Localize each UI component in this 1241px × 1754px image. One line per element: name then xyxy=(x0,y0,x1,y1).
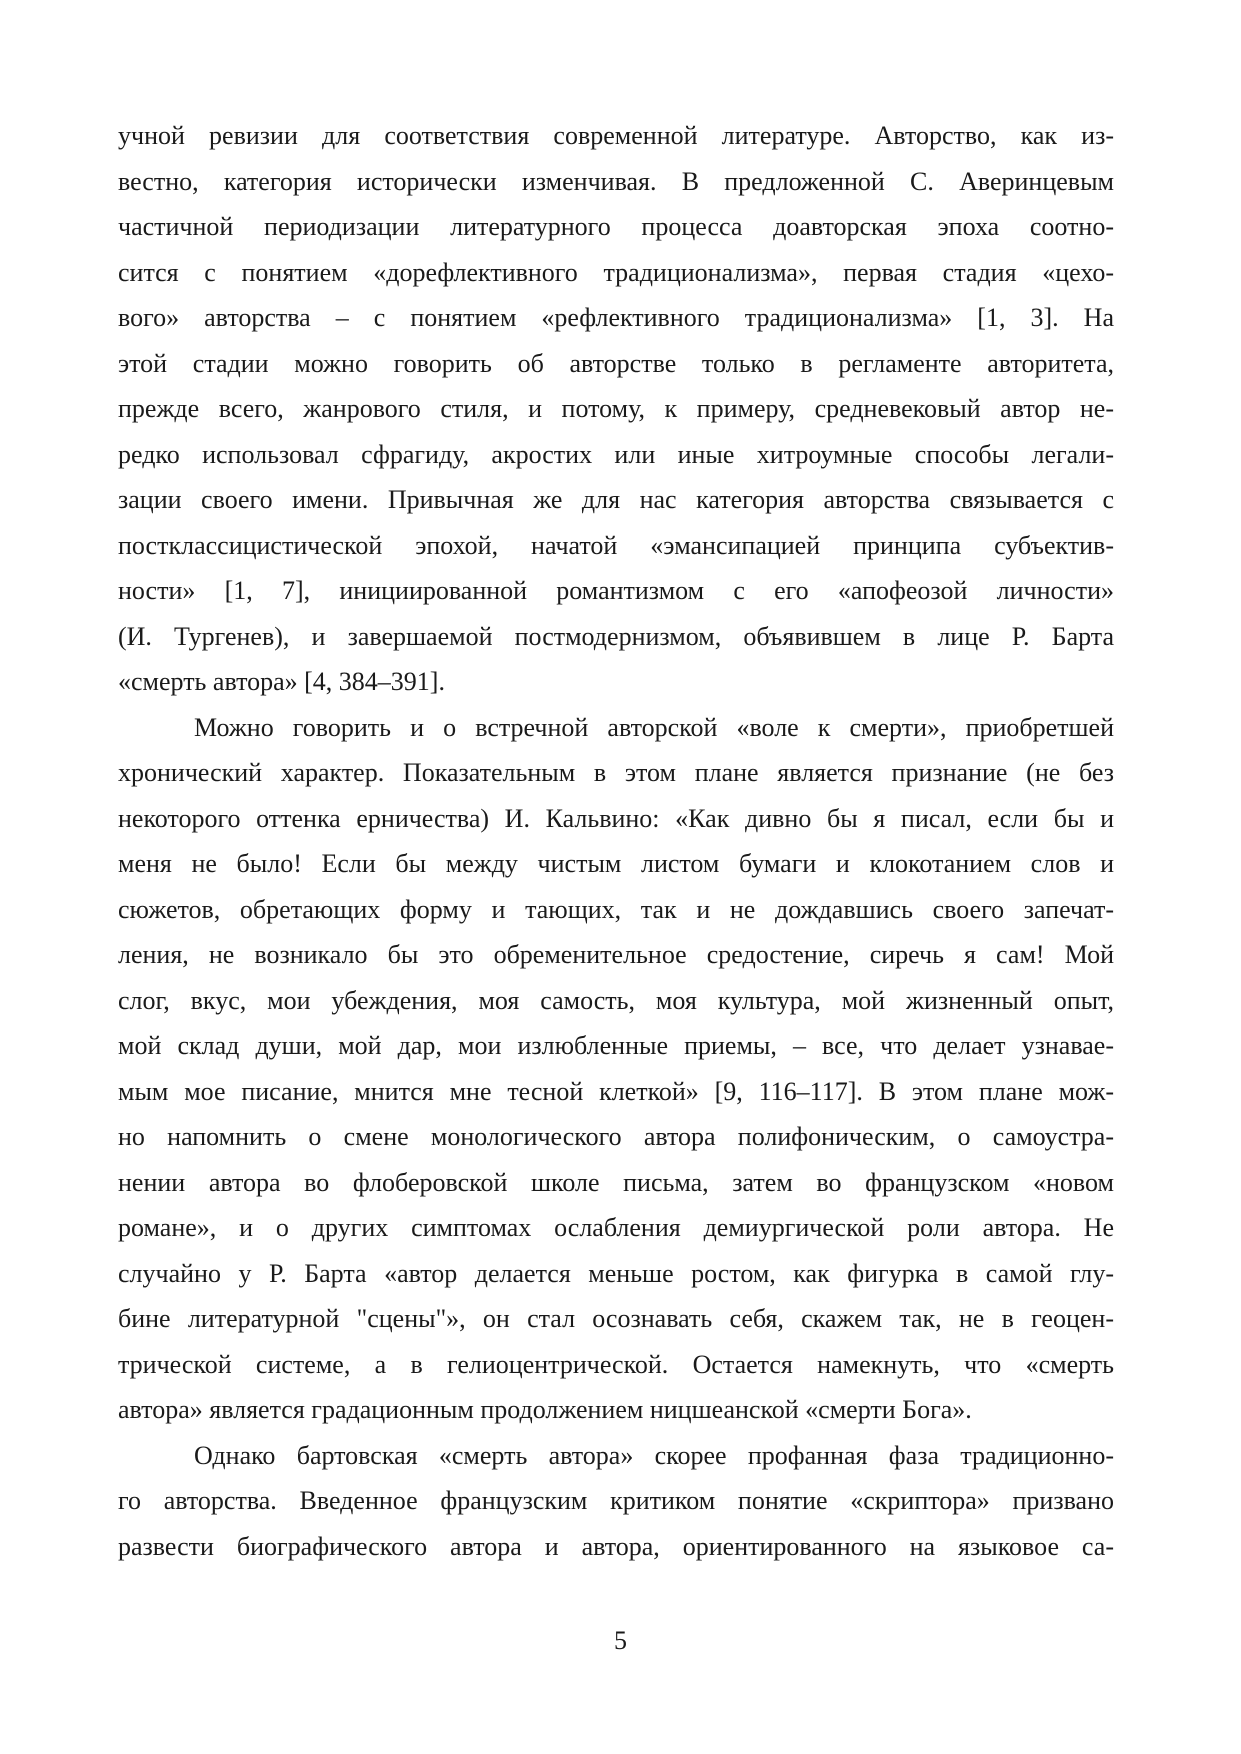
text-line: зации своего имени. Привычная же для нас категория авторства связывается с xyxy=(118,485,1114,514)
paragraph-1 xyxy=(118,113,1114,705)
text-line: сится с понятием «дорефлективного традиционализма», первая стадия «цехо- xyxy=(118,257,1114,287)
text-line: прежде всего, жанрового стиля, и потому, к примеру, средневековый автор не- xyxy=(118,394,1114,423)
text-line: этой стадии можно говорить об авторстве только в регламенте авторитета, xyxy=(118,348,1114,378)
page-number: 5 xyxy=(614,1626,627,1655)
text-line: Однако бартовская «смерть автора» скорее профанная фаза традиционно- xyxy=(194,1440,1114,1470)
text-line: хронический характер. Показательным в этом плане является признание (не без xyxy=(118,758,1114,787)
text-line: Можно говорить и о встречной авторской «воле к смерти», приобретшей xyxy=(194,712,1114,742)
text-line: мым мое писание, мнится мне тесной клеткой» [9, 116–117]. В этом плане мож- xyxy=(118,1076,1114,1106)
text-line: го авторства. Введенное французским критиком понятие «скриптора» призвано xyxy=(118,1486,1114,1515)
text-line: вого» авторства – с понятием «рефлективного традиционализма» [1, 3]. На xyxy=(118,303,1114,332)
body-text xyxy=(118,113,1114,1569)
text-line: вестно, категория исторически изменчивая. В предложенной С. Аверинцевым xyxy=(118,166,1114,196)
text-line: трической системе, а в гелиоцентрической. Остается намекнуть, что «смерть xyxy=(118,1349,1114,1379)
text-line: нении автора во флоберовской школе письма, затем во французском «новом xyxy=(118,1167,1114,1197)
text-line: автора» является градационным продолжением ницшеанской «смерти Бога». xyxy=(118,1395,972,1424)
text-line: бине литературной "сцены"», он стал осознавать себя, скажем так, не в геоцен- xyxy=(118,1304,1114,1333)
text-line: некоторого оттенка ерничества) И. Кальвино: «Как дивно бы я писал, если бы и xyxy=(118,803,1114,833)
text-line: мой склад души, мой дар, мои излюбленные приемы, – все, что делает узнавае- xyxy=(118,1031,1114,1060)
text-line: ления, не возникало бы это обременительное средостение, сиречь я сам! Мой xyxy=(118,940,1114,969)
text-line: частичной периодизации литературного процесса доавторская эпоха соотно- xyxy=(118,212,1114,241)
text-line: ности» [1, 7], инициированной романтизмом с его «апофеозой личности» xyxy=(118,576,1114,605)
text-line: случайно у Р. Барта «автор делается меньше ростом, как фигурка в самой глу- xyxy=(118,1258,1114,1288)
text-line: развести биографического автора и автора, ориентированного на языковое са- xyxy=(118,1531,1114,1561)
paragraph-2 xyxy=(118,705,1114,1433)
text-line: слог, вкус, мои убеждения, моя самость, моя культура, мой жизненный опыт, xyxy=(118,985,1114,1015)
text-line: меня не было! Если бы между чистым листом бумаги и клокотанием слов и xyxy=(118,849,1114,878)
text-line: сюжетов, обретающих форму и тающих, так и не дождавшись своего запечат- xyxy=(118,894,1114,924)
text-line: «смерть автора» [4, 384–391]. xyxy=(118,667,445,696)
text-line: романе», и о других симптомах ослабления демиургической роли автора. Не xyxy=(118,1213,1114,1242)
text-line: но напомнить о смене монологического автора полифоническим, о самоустра- xyxy=(118,1122,1114,1151)
text-line: редко использовал сфрагиду, акростих или иные хитроумные способы легали- xyxy=(118,439,1114,469)
text-line: учной ревизии для соответствия современной литературе. Авторство, как из- xyxy=(118,121,1114,150)
text-line: (И. Тургенев), и завершаемой постмодернизмом, объявившем в лице Р. Барта xyxy=(118,621,1114,651)
paragraph-3 xyxy=(118,1433,1114,1570)
text-line: постклассицистической эпохой, начатой «эмансипацией принципа субъектив- xyxy=(118,530,1114,560)
